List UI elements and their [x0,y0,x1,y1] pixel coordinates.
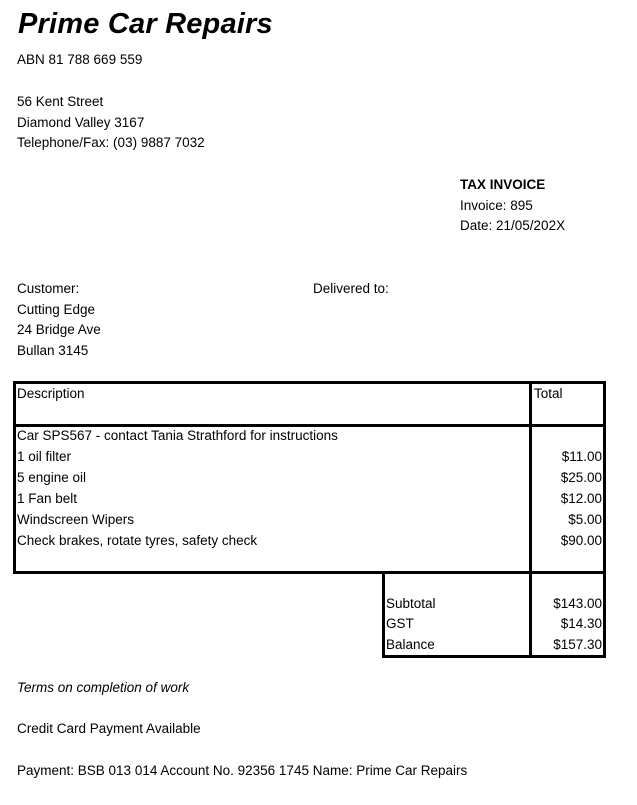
balance-value: $157.30 [553,637,602,652]
customer-street: 24 Bridge Ave [17,322,101,337]
table-row-total: $12.00 [560,491,602,506]
totals-right-border [603,571,606,658]
table-row-description: Check brakes, rotate tyres, safety check [17,533,258,548]
table-row-description: 5 engine oil [17,470,87,485]
header-total: Total [534,386,563,401]
company-abn: ABN 81 788 669 559 [17,52,143,67]
table-row-description: 1 oil filter [17,449,72,464]
header-description: Description [17,386,85,401]
table-row-total: $90.00 [560,533,602,548]
table-row-total: $11.00 [561,449,602,464]
invoice-number: Invoice: 895 [460,197,533,213]
company-address [17,92,205,154]
balance-label: Balance [386,637,435,652]
subtotal-value: $143.00 [553,596,602,611]
gst-label: GST [386,616,414,631]
customer-block [17,279,101,361]
subtotal-label: Subtotal [386,596,436,611]
totals-left-border [382,571,385,658]
company-name: Prime Car Repairs [18,8,273,40]
payment-details: Payment: BSB 013 014 Account No. 92356 1745 Name: Prime Car Repairs [17,763,468,778]
address-phone: Telephone/Fax: (03) 9887 7032 [17,135,205,150]
address-street: 56 Kent Street [17,94,104,109]
invoice-info [460,175,565,237]
address-suburb: Diamond Valley 3167 [17,114,145,130]
table-row-description: Windscreen Wipers [17,512,135,527]
invoice-heading: TAX INVOICE [460,177,546,192]
customer-suburb: Bullan 3145 [17,342,89,358]
table-row-total: $5.00 [568,512,602,527]
table-note: Car SPS567 - contact Tania Strathford for instructions [17,428,338,443]
credit-card-text: Credit Card Payment Available [17,721,201,736]
table-row-total: $25.00 [560,470,602,485]
customer-label: Customer: [17,281,80,296]
gst-value: $14.30 [560,616,602,631]
delivered-to-label: Delivered to: [313,281,389,296]
invoice-date: Date: 21/05/202X [460,218,566,233]
terms-text: Terms on completion of work [17,680,190,695]
table-row-description: 1 Fan belt [17,491,78,506]
customer-name: Cutting Edge [17,301,96,317]
